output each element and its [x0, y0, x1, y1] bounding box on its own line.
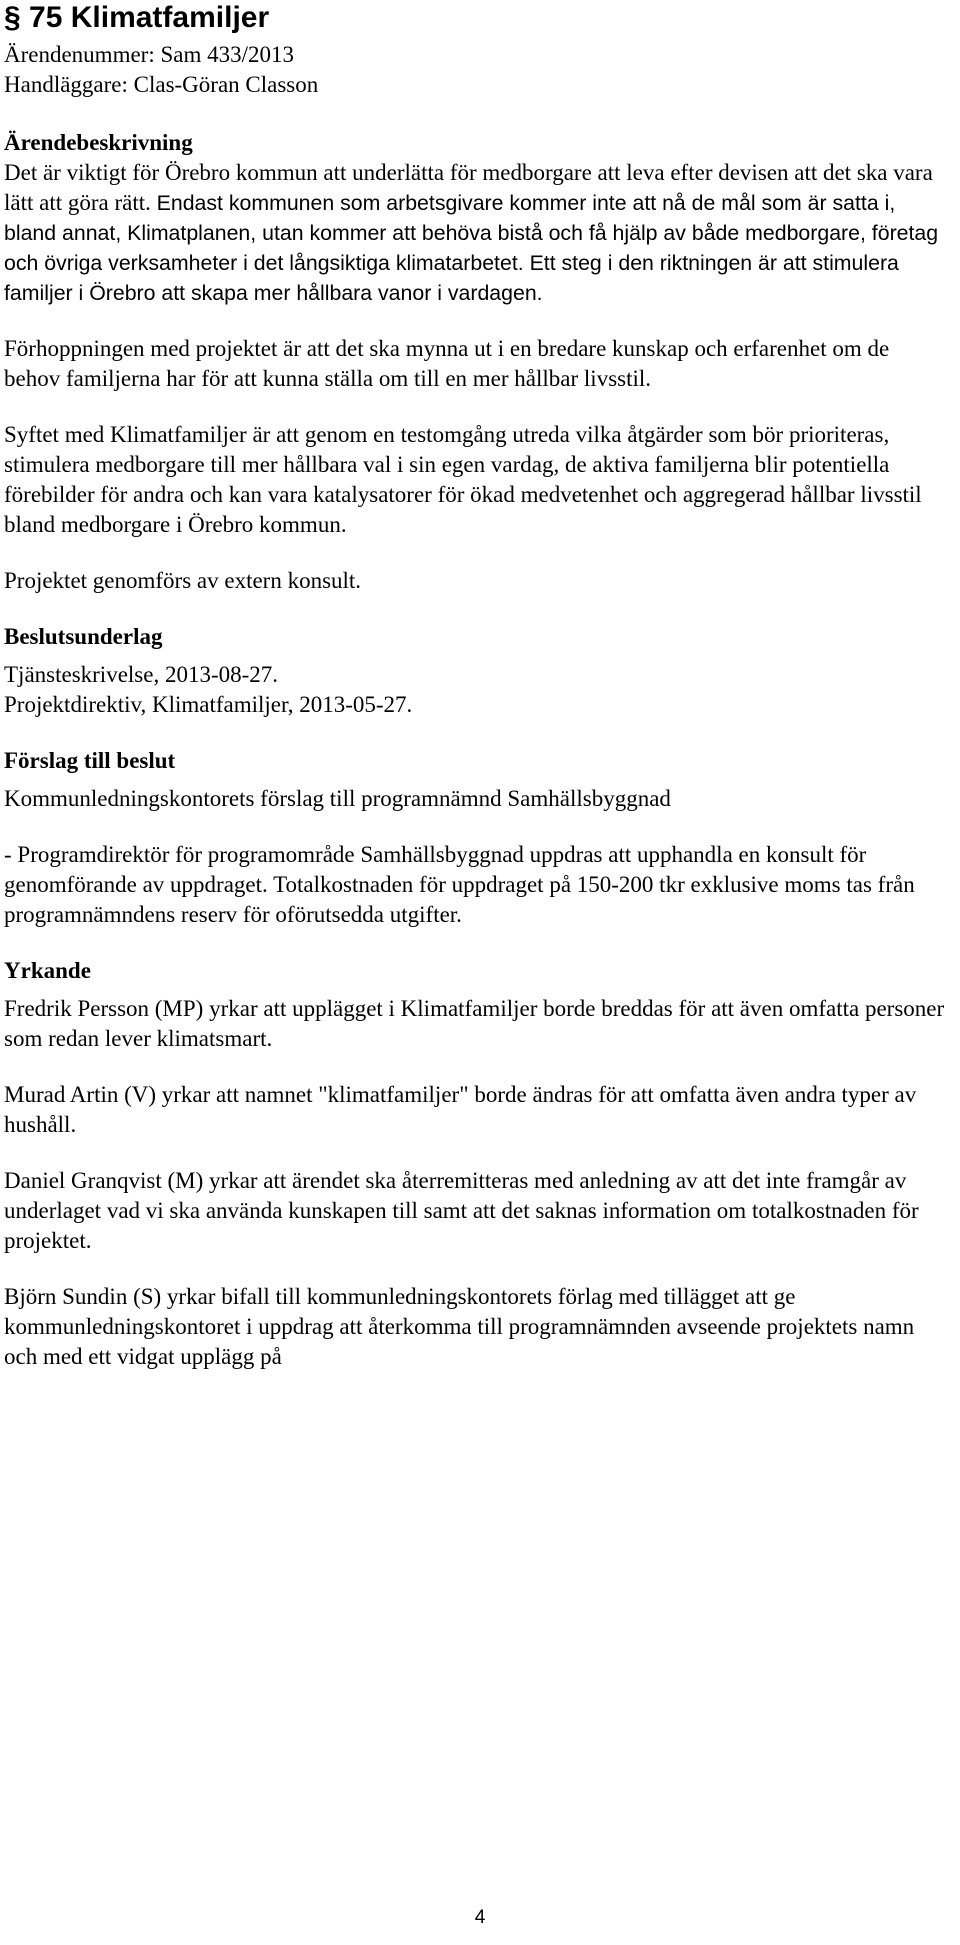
basis-item: Projektdirektiv, Klimatfamiljer, 2013-05-27. [4, 692, 413, 717]
motion-paragraph: Björn Sundin (S) yrkar bifall till kommunledningskontorets förlag med tillägget att ge kommunledningskontoret i uppdrag att återkomma till programnämnden avseende projektets namn och med ett vidgat upplägg på [4, 1284, 915, 1369]
basis-item: Tjänsteskrivelse, 2013-08-27. [4, 662, 279, 687]
purpose-paragraph: Syftet med Klimatfamiljer är att genom en testomgång utreda vilka åtgärder som bör prioriteras, stimulera medborgare till mer hållbara val i sin egen vardag, de aktiva familjerna blir potentiella förebilder för andra och kan vara katalysatorer för ökad medvetenhet och aggregerad hållbar livsstil bland medborgare i Örebro kommun. [4, 422, 922, 537]
motion-paragraph: Fredrik Persson (MP) yrkar att upplägget i Klimatfamiljer borde breddas för att även omfatta personer som redan lever klimatsmart. [4, 996, 945, 1051]
motion-paragraph: Daniel Granqvist (M) yrkar att ärendet ska återremitteras med anledning av att det inte framgår av underlaget vad vi ska använda kunskapen till samt att det saknas information om totalkostnaden för projektet. [4, 1168, 919, 1253]
consultant-paragraph: Projektet genomförs av extern konsult. [4, 568, 362, 593]
page-title [4, 0, 945, 36]
case-number: Ärendenummer: Sam 433/2013 [4, 42, 295, 67]
section-title-proposal: Förslag till beslut [4, 748, 176, 773]
section-mark: § [4, 1, 21, 34]
section-title-basis: Beslutsunderlag [4, 624, 163, 649]
proposal-text: - Programdirektör för programområde Samhällsbyggnad uppdras att upphandla en konsult för genomförande av uppdraget. Totalkostnaden för uppdraget på 150-200 tkr exklusive moms tas från programnämndens reserv för oförutsedda utgifter. [4, 842, 915, 927]
page-number: 4 [474, 1907, 486, 1928]
description-paragraph-sans: Endast kommunen som arbetsgivare kommer inte att nå de mål som är satta i, bland annat, Klimatplanen, utan kommer att behöva bistå och få hjälp av både medborgare, företag och övriga verksamheter i det långsiktiga klimatarbetet. Ett steg i den riktningen är att stimulera familjer i Örebro att skapa mer hållbara vanor i vardagen. [4, 191, 939, 305]
title-text: 75 Klimatfamiljer [29, 1, 270, 34]
section-title-motions: Yrkande [4, 958, 91, 983]
hope-paragraph: Förhoppningen med projektet är att det ska mynna ut i en bredare kunskap och erfarenhet om de behov familjerna har för att kunna ställa om till en mer hållbar livsstil. [4, 336, 890, 391]
description-paragraph [4, 158, 945, 308]
proposal-intro: Kommunledningskontorets förslag till programnämnd Samhällsbyggnad [4, 786, 671, 811]
section-title-description: Ärendebeskrivning [4, 130, 193, 155]
description-paragraph-serif: Det är viktigt för Örebro kommun att underlätta för medborgare att leva efter devisen att det ska vara lätt att göra rätt. [4, 160, 933, 215]
case-meta [4, 40, 945, 100]
motion-paragraph: Murad Artin (V) yrkar att namnet "klimatfamiljer" borde ändras för att omfatta även andra typer av hushåll. [4, 1082, 917, 1137]
case-handler: Handläggare: Clas-Göran Classon [4, 72, 319, 97]
